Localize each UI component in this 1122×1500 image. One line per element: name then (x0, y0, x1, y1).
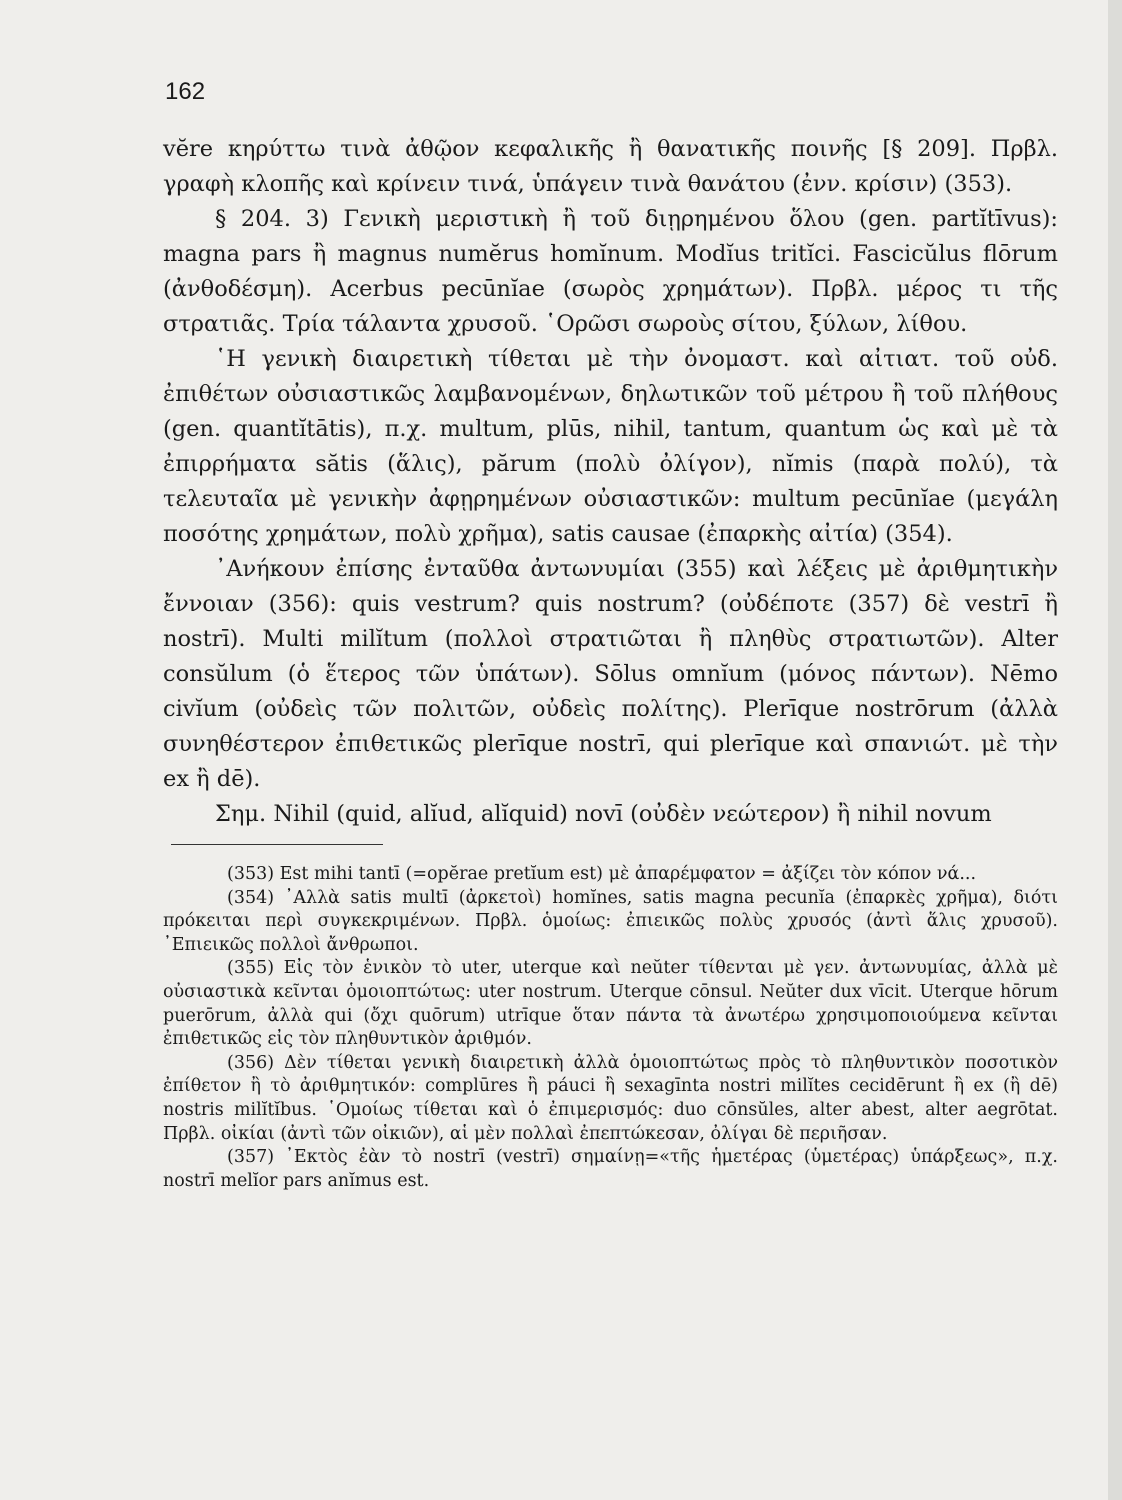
main-text (163, 132, 1058, 832)
section-204-paragraph: § 204. 3) Γενικὴ μεριστικὴ ἢ τοῦ διῃρημένου ὅλου (gen. partĭtīvus): magna pars ἢ magnus numĕrus homĭnum. Modĭus tritĭci. Fascicŭlus flōrum (ἀνθοδέσμη). Acerbus pecūnĭae (σωρὸς χρημάτων). Πρβλ. μέρος τι τῆς στρατιᾶς. Τρία τάλαντα χρυσοῦ. ῾Ορῶσι σωροὺς σίτου, ξύλων, λίθου. (163, 206, 1058, 337)
page-edge-shadow (1108, 0, 1122, 1500)
footnote-356: (356) Δὲν τίθεται γενικὴ διαιρετικὴ ἀλλὰ ὁμοιοπτώτως πρὸς τὸ πληθυντικὸν ποσοτικὸν ἐπίθετον ἢ τὸ ἀριθμητικόν: complūres ἢ páuci ἢ sexagīnta nostri milĭtes cecidērunt ἢ ex (ἢ dē) nostris milĭtĭbus. ῾Ομοίως τίθεται καὶ ὁ ἐπιμερισμός: duo cōnsŭles, alter abest, alter aegrōtat. Πρβλ. οἰκίαι (ἀντὶ τῶν οἰκιῶν), αἱ μὲν πολλαὶ ἐπεπτώκεσαν, ὀλίγαι δὲ περιῆσαν. (163, 1052, 1058, 1144)
footnote-355: (355) Εἰς τὸν ἑνικὸν τὸ uter, uterque καὶ neŭter τίθενται μὲ γεν. ἀντωνυμίας, ἀλλὰ μὲ οὐσιαστικὰ κεῖνται ὁμοιοπτώτως: uter nostrum. Uterque cōnsul. Neŭter dux vīcit. Uterque hōrum puerōrum, ἀλλὰ qui (ὄχι quōrum) utrīque ὅταν πάντα τὰ ἀνωτέρω χρησιμοποιούμενα κεῖνται ἐπιθετικῶς εἰς τὸν πληθυντικὸν ἀριθμόν. (163, 958, 1058, 1050)
footnotes (163, 863, 1058, 1193)
footnote-357: (357) ᾿Εκτὸς ἐὰν τὸ nostrī (vestrī) σημαίνῃ=«τῆς ἡμετέρας (ὑμετέρας) ὑπάρξεως», π.χ. nostrī melĭor pars anĭmus est. (163, 1147, 1058, 1191)
genitive-partitive-paragraph: ῾Η γενικὴ διαιρετικὴ τίθεται μὲ τὴν ὀνομαστ. καὶ αἰτιατ. τοῦ οὐδ. ἐπιθέτων οὐσιαστικῶς λαμβανομένων, δηλωτικῶν τοῦ μέτρου ἢ τοῦ πλήθους (gen. quantĭtātis), π.χ. multum, plūs, nihil, tantum, quantum ὡς καὶ μὲ τὰ ἐπιρρήματα sătis (ἅλις), părum (πολὺ ὀλίγον), nĭmis (παρὰ πολύ), τὰ τελευταῖα μὲ γενικὴν ἀφῃρημένων οὐσιαστικῶν: multum pecūnĭae (μεγάλη ποσότης χρημάτων, πολὺ χρῆμα), satis causae (ἐπαρκὴς αἰτία) (354). (163, 346, 1058, 547)
pronouns-paragraph: ᾿Ανήκουν ἐπίσης ἐνταῦθα ἀντωνυμίαι (355) καὶ λέξεις μὲ ἀριθμητικὴν ἔννοιαν (356): quis vestrum? quis nostrum? (οὐδέποτε (357) δὲ vestrī ἢ nostrī). Multi milĭtum (πολλοὶ στρατιῶται ἢ πληθὺς στρατιωτῶν). Alter consŭlum (ὁ ἕτερος τῶν ὑπάτων). Sōlus omnĭum (μόνος πάντων). Nēmo civĭum (οὐδεὶς τῶν πολιτῶν, οὐδεὶς πολίτης). Plerīque nostrōrum (ἀλλὰ συνηθέστερον ἐπιθετικῶς plerīque nostrī, qui plerīque καὶ σπανιώτ. μὲ τὴν ex ἢ dē). (163, 556, 1058, 792)
footnote-354: (354) ᾿Αλλὰ satis multī (ἀρκετοὶ) homĭnes, satis magna pecunĭa (ἐπαρκὲς χρῆμα), διότι πρόκειται περὶ συγκεκριμένων. Πρβλ. ὁμοίως: ἐπιεικῶς πολὺς χρυσός (ἀντὶ ἅλις χρυσοῦ). ᾿Επιεικῶς πολλοὶ ἄνθρωποι. (163, 887, 1058, 955)
page-number: 162 (165, 78, 206, 105)
note-paragraph: Σημ. Nihil (quid, alĭud, alĭquid) novī (οὐδὲν νεώτερον) ἢ nihil novum (215, 801, 992, 827)
page-content (163, 78, 1058, 1193)
paragraph-continuation: vĕre κηρύττω τινὰ ἀθῷον κεφαλικῆς ἢ θανατικῆς ποινῆς [§ 209]. Πρβλ. γραφὴ κλοπῆς καὶ κρίνειν τινά, ὑπάγειν τινὰ θανάτου (ἐνν. κρίσιν) (353). (163, 136, 1058, 197)
footnote-divider (171, 844, 383, 845)
footnote-353: (353) Est mihi tantī (=opĕrae pretĭum est) μὲ ἀπαρέμφατον = ἀξίζει τὸν κόπον νά... (227, 864, 977, 884)
